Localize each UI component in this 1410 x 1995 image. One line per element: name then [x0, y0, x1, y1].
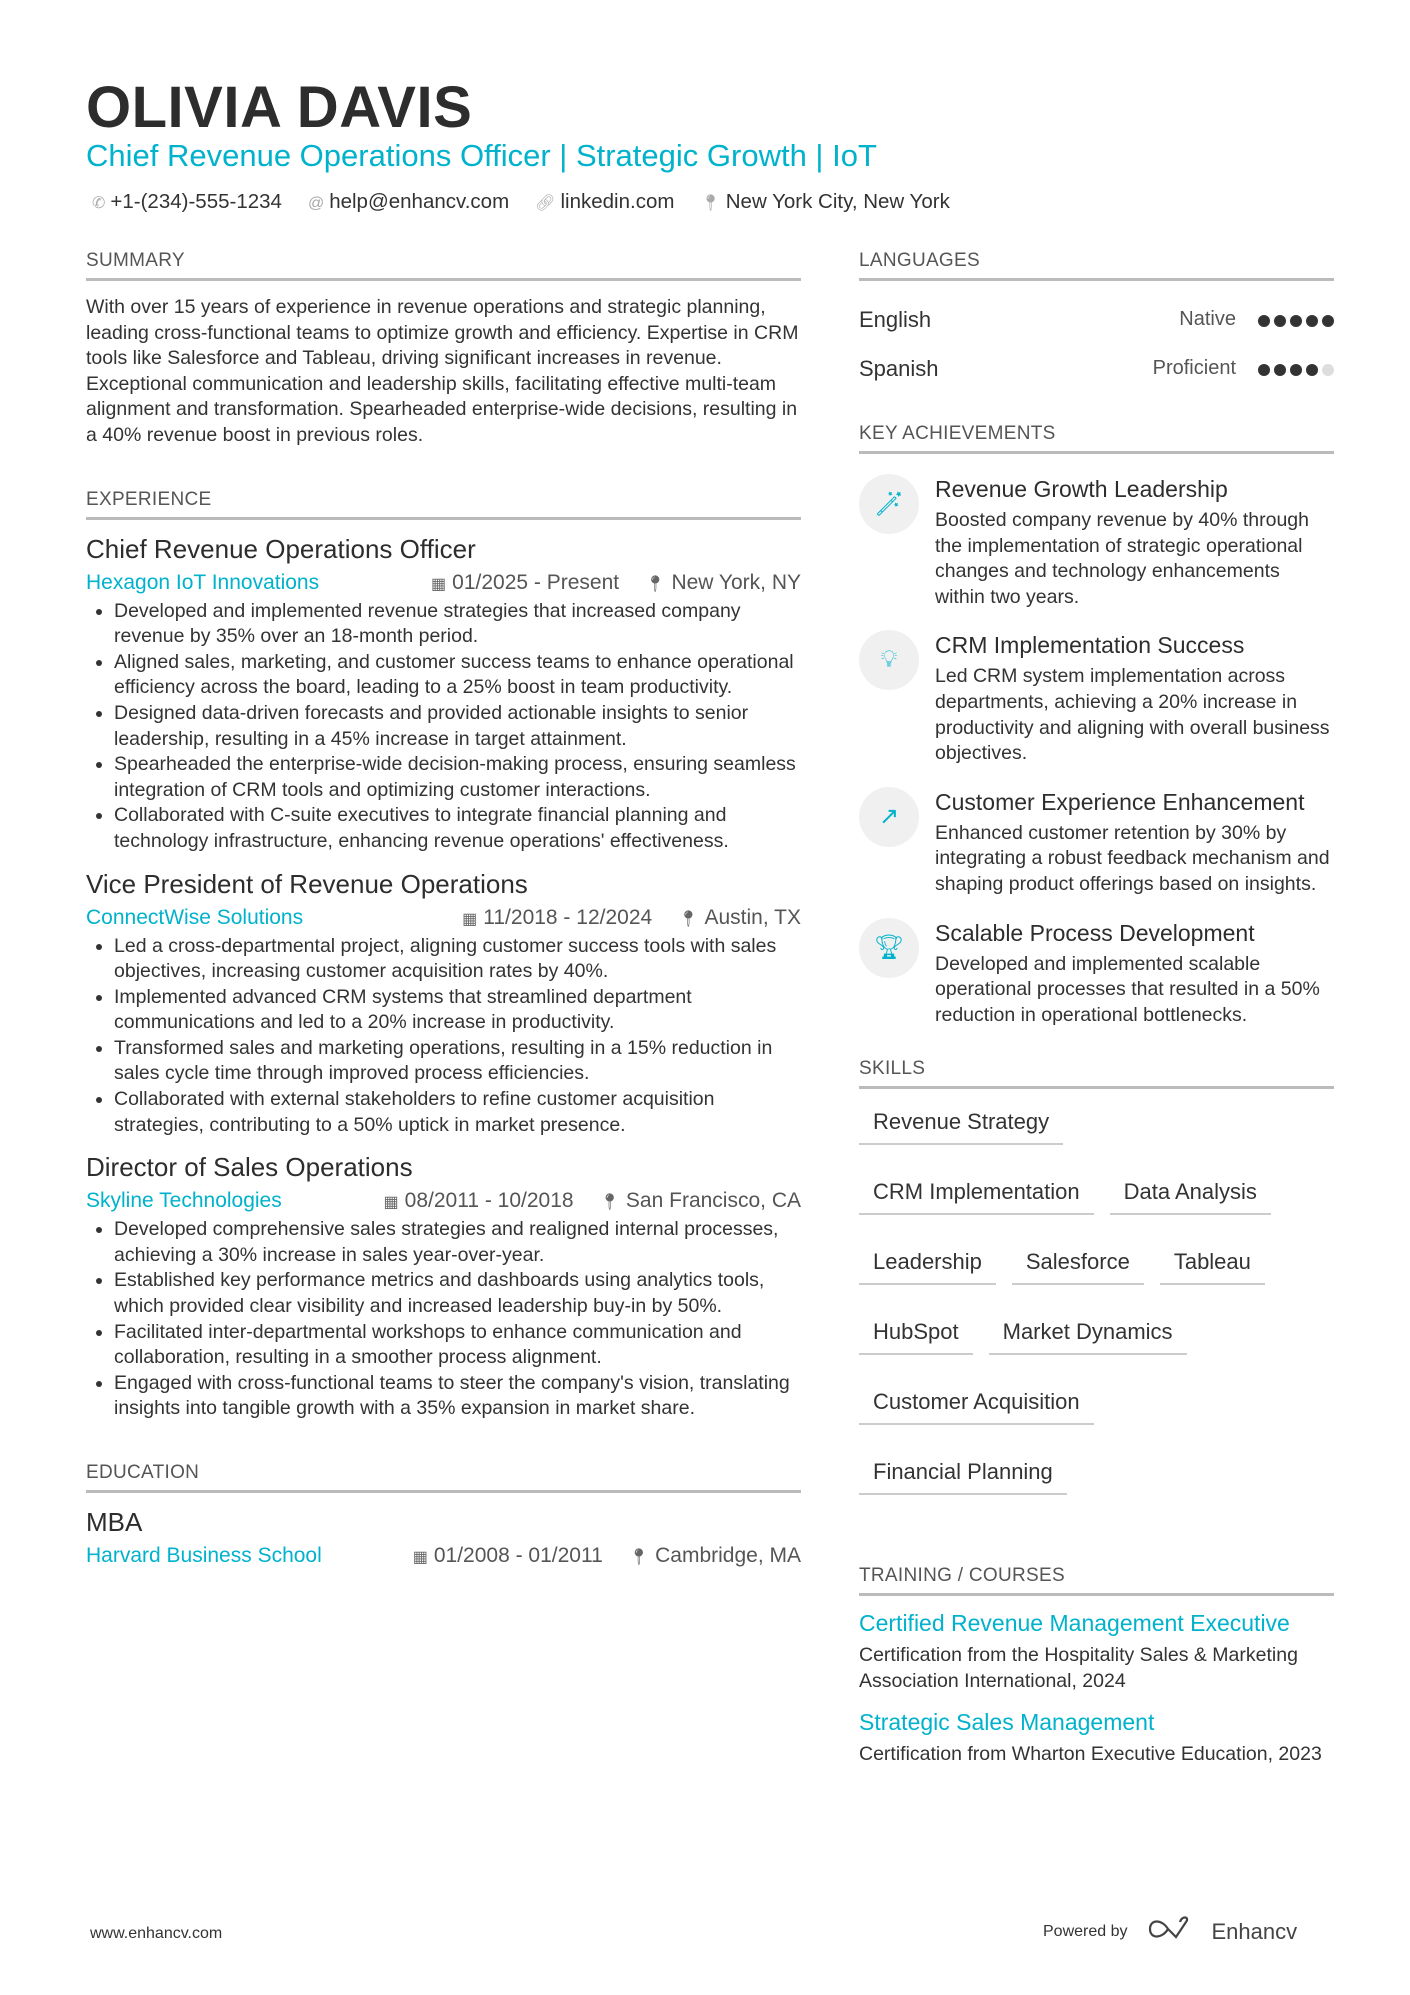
company-name: Hexagon IoT Innovations [86, 570, 320, 594]
bullet-item: • Engaged with cross-functional teams to steer the company's vision, translating insights into tangible growth with a 35% expansion in market share. [114, 1371, 801, 1422]
language-item [859, 344, 1334, 393]
bullet-item: • Spearheaded the enterprise-wide decision-making process, ensuring seamless integration of CRM tools and optimizing customer interactions. [114, 752, 801, 803]
achievement-text: Enhanced customer retention by 30% by integrating a robust feedback mechanism and shaping product offerings based on insights. [935, 821, 1330, 895]
job-bullets [86, 934, 801, 1139]
proficiency-dot [1258, 364, 1270, 376]
course-item [859, 1610, 1334, 1694]
language-name: Spanish [859, 355, 939, 381]
location-pin-icon: 📍︎ [599, 1194, 620, 1212]
footer-website[interactable]: www.enhancv.com [90, 1925, 223, 1942]
skill-tag: Tableau [1160, 1243, 1265, 1285]
job-dates [462, 906, 652, 930]
proficiency-dots [1254, 356, 1334, 382]
trophy-icon: 🏆︎ [859, 918, 919, 978]
left-column [86, 250, 801, 1572]
achievement-item [859, 630, 1334, 766]
language-level: Proficient [1152, 357, 1236, 379]
calendar-icon: ▦ [383, 1194, 399, 1212]
education-dates [413, 1544, 603, 1568]
achievement-title: Customer Experience Enhancement [935, 788, 1305, 815]
job-title: Vice President of Revenue Operations [86, 868, 528, 899]
course-text: Certification from Wharton Executive Education, 2023 [859, 1742, 1322, 1765]
contact-info [92, 190, 950, 214]
job-meta [86, 571, 801, 595]
skill-tag: Financial Planning [859, 1453, 1067, 1495]
skill-tag: CRM Implementation [859, 1173, 1094, 1215]
brand-name: Enhancv [1211, 1918, 1298, 1944]
training-list [859, 1610, 1334, 1767]
job-bullets [86, 1217, 801, 1422]
calendar-icon: ▦ [412, 1549, 428, 1566]
calendar-icon: ▦ [462, 910, 478, 928]
achievement-item [859, 787, 1334, 898]
proficiency-dot [1290, 364, 1302, 376]
location-text: New York, NY [671, 570, 801, 594]
job-entry [86, 1152, 801, 1422]
experience-list [86, 534, 801, 1422]
job-dates [384, 1189, 574, 1213]
achievements-list [859, 474, 1334, 1028]
job-title: Chief Revenue Operations Officer [86, 533, 476, 564]
calendar-icon: ▦ [431, 575, 447, 593]
bullet-item: • Collaborated with external stakeholders to refine customer acquisition strategies, contributing to a 50% uptick in market presence. [114, 1087, 801, 1138]
magic-wand-icon: 🪄︎ [859, 474, 919, 534]
proficiency-dots [1254, 307, 1334, 333]
phone-icon: ✆ [92, 195, 106, 212]
contact-link[interactable] [535, 190, 674, 214]
bullet-item: • Implemented advanced CRM systems that streamlined department communications and led to a 20% increase in productivity. [114, 985, 801, 1036]
job-location [600, 1189, 801, 1213]
dates-text: 01/2025 - Present [452, 570, 620, 594]
proficiency-dot [1274, 364, 1286, 376]
contact-email[interactable] [308, 190, 509, 214]
proficiency-dot [1274, 315, 1286, 327]
bullet-item: • Designed data-driven forecasts and provided actionable insights to senior leadership, resulting in a 45% increase in target attainment. [114, 701, 801, 752]
link-icon: 🔗︎ [535, 195, 556, 212]
achievement-content [935, 918, 1334, 1029]
summary-text: With over 15 years of experience in revenue operations and strategic planning, leading cross-functional teams to optimize growth and efficiency. Expertise in CRM tools like Salesforce and Tableau, driving significant increases in revenue. Exceptional communication and leadership skills, facilitating effective multi-team alignment and transformation. Spearheaded enterprise-wide decisions, resulting in a 40% revenue boost in previous roles. [86, 296, 799, 446]
course-title[interactable]: Strategic Sales Management [859, 1708, 1155, 1735]
location-pin-icon: 📍︎ [628, 1549, 650, 1566]
bullet-item: • Developed comprehensive sales strategies and realigned internal processes, achieving a 30% increase in sales year-over-year. [114, 1217, 801, 1268]
dates-text: 08/2011 - 10/2018 [404, 1189, 574, 1213]
section-title-skills: SKILLS [859, 1058, 1334, 1089]
phone-text: +1-(234)-555-1234 [110, 190, 282, 213]
achievement-item [859, 474, 1334, 610]
candidate-name: OLIVIA DAVIS [86, 75, 473, 140]
education-school: Harvard Business School [86, 1544, 322, 1567]
education-location [629, 1544, 801, 1568]
skill-tag: Data Analysis [1110, 1173, 1271, 1215]
section-title-summary: SUMMARY [86, 250, 801, 281]
contact-location [700, 190, 949, 214]
dates-text: 11/2018 - 12/2024 [483, 905, 653, 929]
footer-branding [1043, 1916, 1297, 1947]
section-title-languages: LANGUAGES [859, 250, 1334, 281]
section-title-achievements: KEY ACHIEVEMENTS [859, 423, 1334, 454]
job-meta [86, 906, 801, 930]
course-title[interactable]: Certified Revenue Management Executive [859, 1610, 1290, 1637]
achievement-title: CRM Implementation Success [935, 632, 1245, 659]
achievement-text: Boosted company revenue by 40% through the implementation of strategic operational changes and technology enhancements within two years. [935, 509, 1309, 608]
education-meta [86, 1544, 801, 1568]
job-dates [431, 571, 619, 595]
bullet-item: • Collaborated with C-suite executives to integrate financial planning and technology infrastructure, enhancing revenue operations' effectiveness. [114, 803, 801, 854]
skill-tag: Market Dynamics [989, 1313, 1187, 1355]
contact-phone [92, 190, 282, 214]
language-level: Native [1179, 308, 1236, 330]
proficiency-dot [1306, 315, 1318, 327]
bullet-item: • Facilitated inter-departmental workshops to enhance communication and collaboration, resulting in a smoother process alignment. [114, 1320, 801, 1371]
achievement-content [935, 474, 1334, 610]
course-item [859, 1709, 1334, 1768]
dates-text: 01/2008 - 01/2011 [433, 1544, 603, 1567]
proficiency-dot [1290, 315, 1302, 327]
achievement-text: Led CRM system implementation across departments, achieving a 20% increase in productivity and aligning with overall business objectives. [935, 665, 1330, 765]
skill-tag: Salesforce [1012, 1243, 1144, 1285]
proficiency-dot [1322, 315, 1334, 327]
job-title: Director of Sales Operations [86, 1152, 413, 1183]
section-title-training: TRAINING / COURSES [859, 1565, 1334, 1596]
proficiency-dot [1322, 364, 1334, 376]
location-text: New York City, New York [725, 190, 950, 213]
skill-tag: Revenue Strategy [859, 1103, 1063, 1145]
skills-list [859, 1103, 1334, 1495]
company-name: Skyline Technologies [86, 1189, 282, 1213]
bullet-item: • Established key performance metrics and dashboards using analytics tools, which provided clear visibility and increased leadership buy-in by 50%. [114, 1268, 801, 1319]
right-column [859, 250, 1334, 1781]
proficiency-dot [1258, 315, 1270, 327]
bullet-item: • Transformed sales and marketing operations, resulting in a 15% reduction in sales cycle time through improved process efficiencies. [114, 1036, 801, 1087]
language-name: English [859, 306, 932, 332]
location-pin-icon: 📍︎ [700, 195, 721, 212]
location-text: San Francisco, CA [625, 1189, 801, 1213]
bullet-item: • Aligned sales, marketing, and customer success teams to enhance operational efficiency across the board, leading to a 25% boost in team productivity. [114, 650, 801, 701]
achievement-item [859, 918, 1334, 1029]
company-name: ConnectWise Solutions [86, 905, 304, 929]
bullet-item: • Led a cross-departmental project, aligning customer success tools with sales objectives, increasing customer acquisition rates by 40%. [114, 934, 801, 985]
course-text: Certification from the Hospitality Sales & Marketing Association International, 2024 [859, 1644, 1298, 1692]
candidate-headline: Chief Revenue Operations Officer | Strategic Growth | IoT [86, 138, 877, 173]
achievement-content [935, 630, 1334, 766]
language-item [859, 295, 1334, 344]
section-title-experience: EXPERIENCE [86, 489, 801, 520]
powered-by-text: Powered by [1043, 1922, 1128, 1940]
achievement-title: Scalable Process Development [935, 919, 1255, 946]
job-bullets [86, 599, 801, 855]
skill-tag: HubSpot [859, 1313, 973, 1355]
link-text[interactable]: linkedin.com [560, 190, 675, 213]
achievement-content [935, 787, 1334, 898]
job-meta [86, 1189, 801, 1213]
achievement-text: Developed and implemented scalable operational processes that resulted in a 50% reduction in operational bottlenecks. [935, 952, 1320, 1026]
enhancv-logo-icon [1146, 1916, 1194, 1947]
languages-list [859, 295, 1334, 393]
skill-tag: Leadership [859, 1243, 996, 1285]
at-icon: @ [307, 195, 325, 212]
location-pin-icon: 📍︎ [678, 910, 699, 928]
lightbulb-icon: 💡︎ [859, 630, 919, 690]
job-location [645, 571, 801, 595]
bullet-item: • Developed and implemented revenue strategies that increased company revenue by 35% over an 18-month period. [114, 599, 801, 650]
skill-tag: Customer Acquisition [859, 1383, 1094, 1425]
achievement-title: Revenue Growth Leadership [935, 476, 1228, 502]
proficiency-dot [1306, 364, 1318, 376]
job-location [678, 906, 801, 930]
location-pin-icon: 📍︎ [645, 575, 666, 593]
job-entry [86, 869, 801, 1139]
location-text: Austin, TX [704, 905, 801, 929]
strategy-icon: ↗ [859, 787, 919, 847]
section-title-education: EDUCATION [86, 1462, 801, 1493]
location-text: Cambridge, MA [655, 1544, 801, 1567]
education-degree: MBA [86, 1507, 143, 1537]
job-entry [86, 534, 801, 855]
email-text[interactable]: help@enhancv.com [329, 190, 510, 213]
